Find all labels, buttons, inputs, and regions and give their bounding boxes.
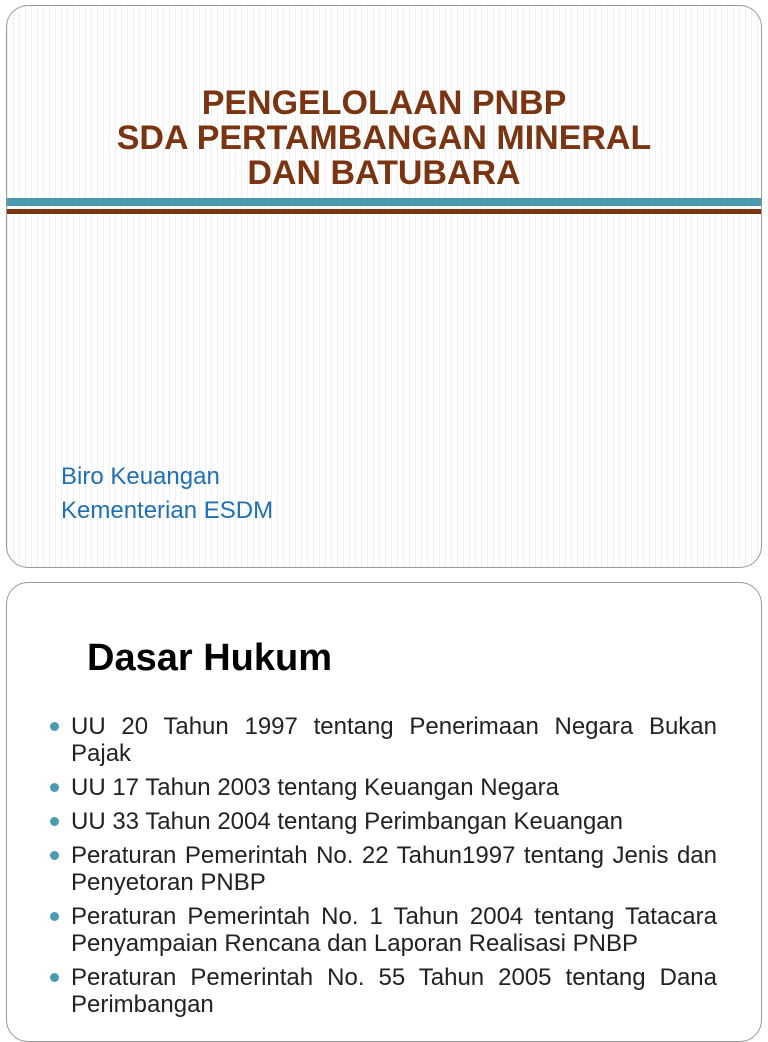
subtitle-line-2: Kementerian ESDM xyxy=(61,497,274,524)
bullet-dot-icon xyxy=(50,973,59,982)
bullet-list xyxy=(47,713,717,1025)
list-item-text: UU 17 Tahun 2003 tentang Keuangan Negara xyxy=(71,774,559,801)
subtitle-line-1: Biro Keuangan xyxy=(61,463,220,490)
list-item-text: Peraturan Pemerintah No. 55 Tahun 2005 tentang Dana Perimbangan xyxy=(71,964,717,1018)
bullet-dot-icon xyxy=(50,722,59,731)
list-item xyxy=(47,964,717,1018)
slide-title xyxy=(7,86,761,191)
list-item-text: Peraturan Pemerintah No. 1 Tahun 2004 tentang Tatacara Penyampaian Rencana dan Laporan Realisasi PNBP xyxy=(71,903,717,957)
bullet-dot-icon xyxy=(50,817,59,826)
list-item xyxy=(47,808,717,835)
list-item xyxy=(47,774,717,801)
title-line-3: DAN BATUBARA xyxy=(247,154,521,192)
divider-stripe-brown xyxy=(7,209,761,214)
list-item xyxy=(47,903,717,957)
list-item-text: Peraturan Pemerintah No. 22 Tahun1997 tentang Jenis dan Penyetoran PNBP xyxy=(71,842,717,896)
list-item-text: UU 33 Tahun 2004 tentang Perimbangan Keuangan xyxy=(71,808,623,835)
slide-heading: Dasar Hukum xyxy=(87,637,332,679)
bullet-dot-icon xyxy=(50,912,59,921)
divider-stripe-blue xyxy=(7,198,761,206)
title-line-1: PENGELOLAAN PNBP xyxy=(201,84,567,122)
bullet-dot-icon xyxy=(50,783,59,792)
bullet-dot-icon xyxy=(50,851,59,860)
slide-subtitle xyxy=(61,460,273,528)
list-item xyxy=(47,713,717,767)
title-slide xyxy=(6,5,762,568)
list-item-text: UU 20 Tahun 1997 tentang Penerimaan Negara Bukan Pajak xyxy=(71,713,717,767)
title-line-2: SDA PERTAMBANGAN MINERAL xyxy=(116,119,652,157)
list-item xyxy=(47,842,717,896)
content-slide xyxy=(6,582,762,1042)
